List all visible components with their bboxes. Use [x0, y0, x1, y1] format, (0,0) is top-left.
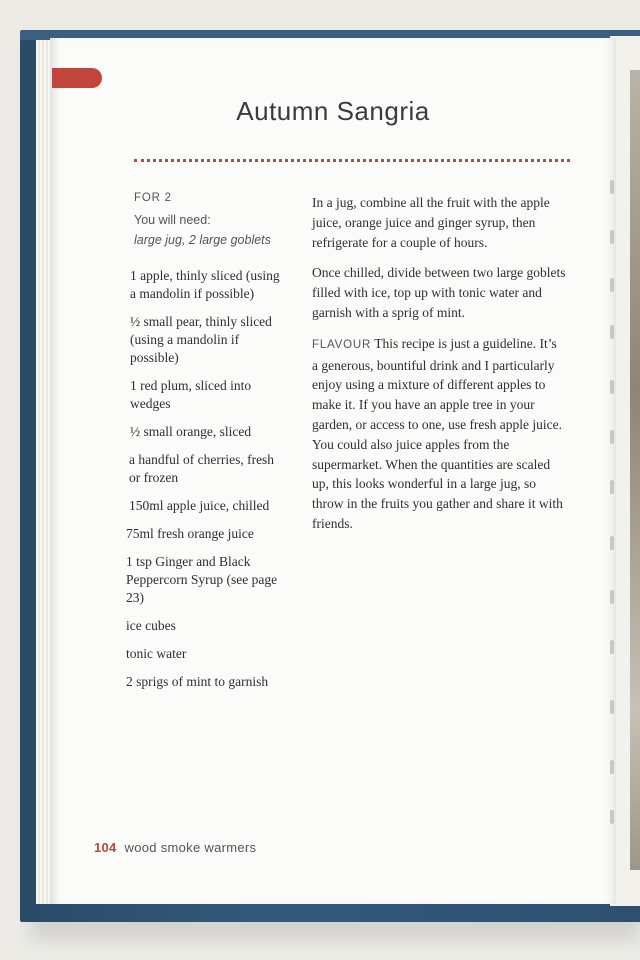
ingredient-item: a handful of cherries, fresh or frozen: [129, 452, 275, 485]
flavour-note: [312, 334, 566, 534]
recipe-title: Autumn Sangria: [236, 96, 430, 126]
section-title: wood smoke warmers: [124, 840, 257, 855]
ingredient-item: ½ small pear, thinly sliced (using a mandolin if possible): [130, 314, 272, 365]
method-step: In a jug, combine all the fruit with the apple juice, orange juice and ginger syrup, then refrigerate for a couple of hours.: [312, 195, 550, 250]
ingredient-item: 1 red plum, sliced into wedges: [130, 378, 252, 411]
page-gutter: [50, 38, 60, 904]
ingredient-item: 1 apple, thinly sliced (using a mandolin if possible): [130, 268, 280, 301]
ingredient-item: tonic water: [126, 646, 187, 661]
equipment-label: You will need:: [134, 213, 211, 227]
serves-label: FOR 2: [134, 192, 172, 204]
facing-page-photo: [630, 70, 640, 870]
bookmark-tab: [52, 68, 102, 88]
ingredient-item: ice cubes: [126, 618, 176, 633]
ingredient-item: ½ small orange, sliced: [130, 424, 252, 439]
flavour-text: This recipe is just a guideline. It’s a generous, bountiful drink and I particularly enjoy using a mixture of different apples to make it. If you have an apple tree in your garden, or access to one, use fresh apple juice. You could also juice apples from the supermarket. When the quantities are scaled up, this looks wonderful in a large jug, so throw in the fruits you gather and share it with friends.: [312, 335, 563, 531]
title-divider: [134, 159, 570, 162]
method-column: [312, 193, 566, 545]
ingredient-list: [126, 267, 286, 691]
page-footer: [94, 840, 256, 855]
ingredient-item: 1 tsp Ginger and Black Peppercorn Syrup (see page 23): [126, 554, 278, 605]
method-step: Once chilled, divide between two large goblets filled with ice, top up with tonic water and garnish with a sprig of mint.: [312, 265, 566, 320]
ingredient-item: 75ml fresh orange juice: [126, 526, 254, 541]
ingredient-item: 150ml apple juice, chilled: [129, 498, 270, 513]
page-number: 104: [94, 840, 117, 855]
equipment-list: large jug, 2 large goblets: [134, 233, 271, 247]
flavour-label: FLAVOUR: [312, 338, 372, 351]
ingredient-item: 2 sprigs of mint to garnish: [126, 674, 269, 689]
ingredients-column: [126, 192, 286, 701]
